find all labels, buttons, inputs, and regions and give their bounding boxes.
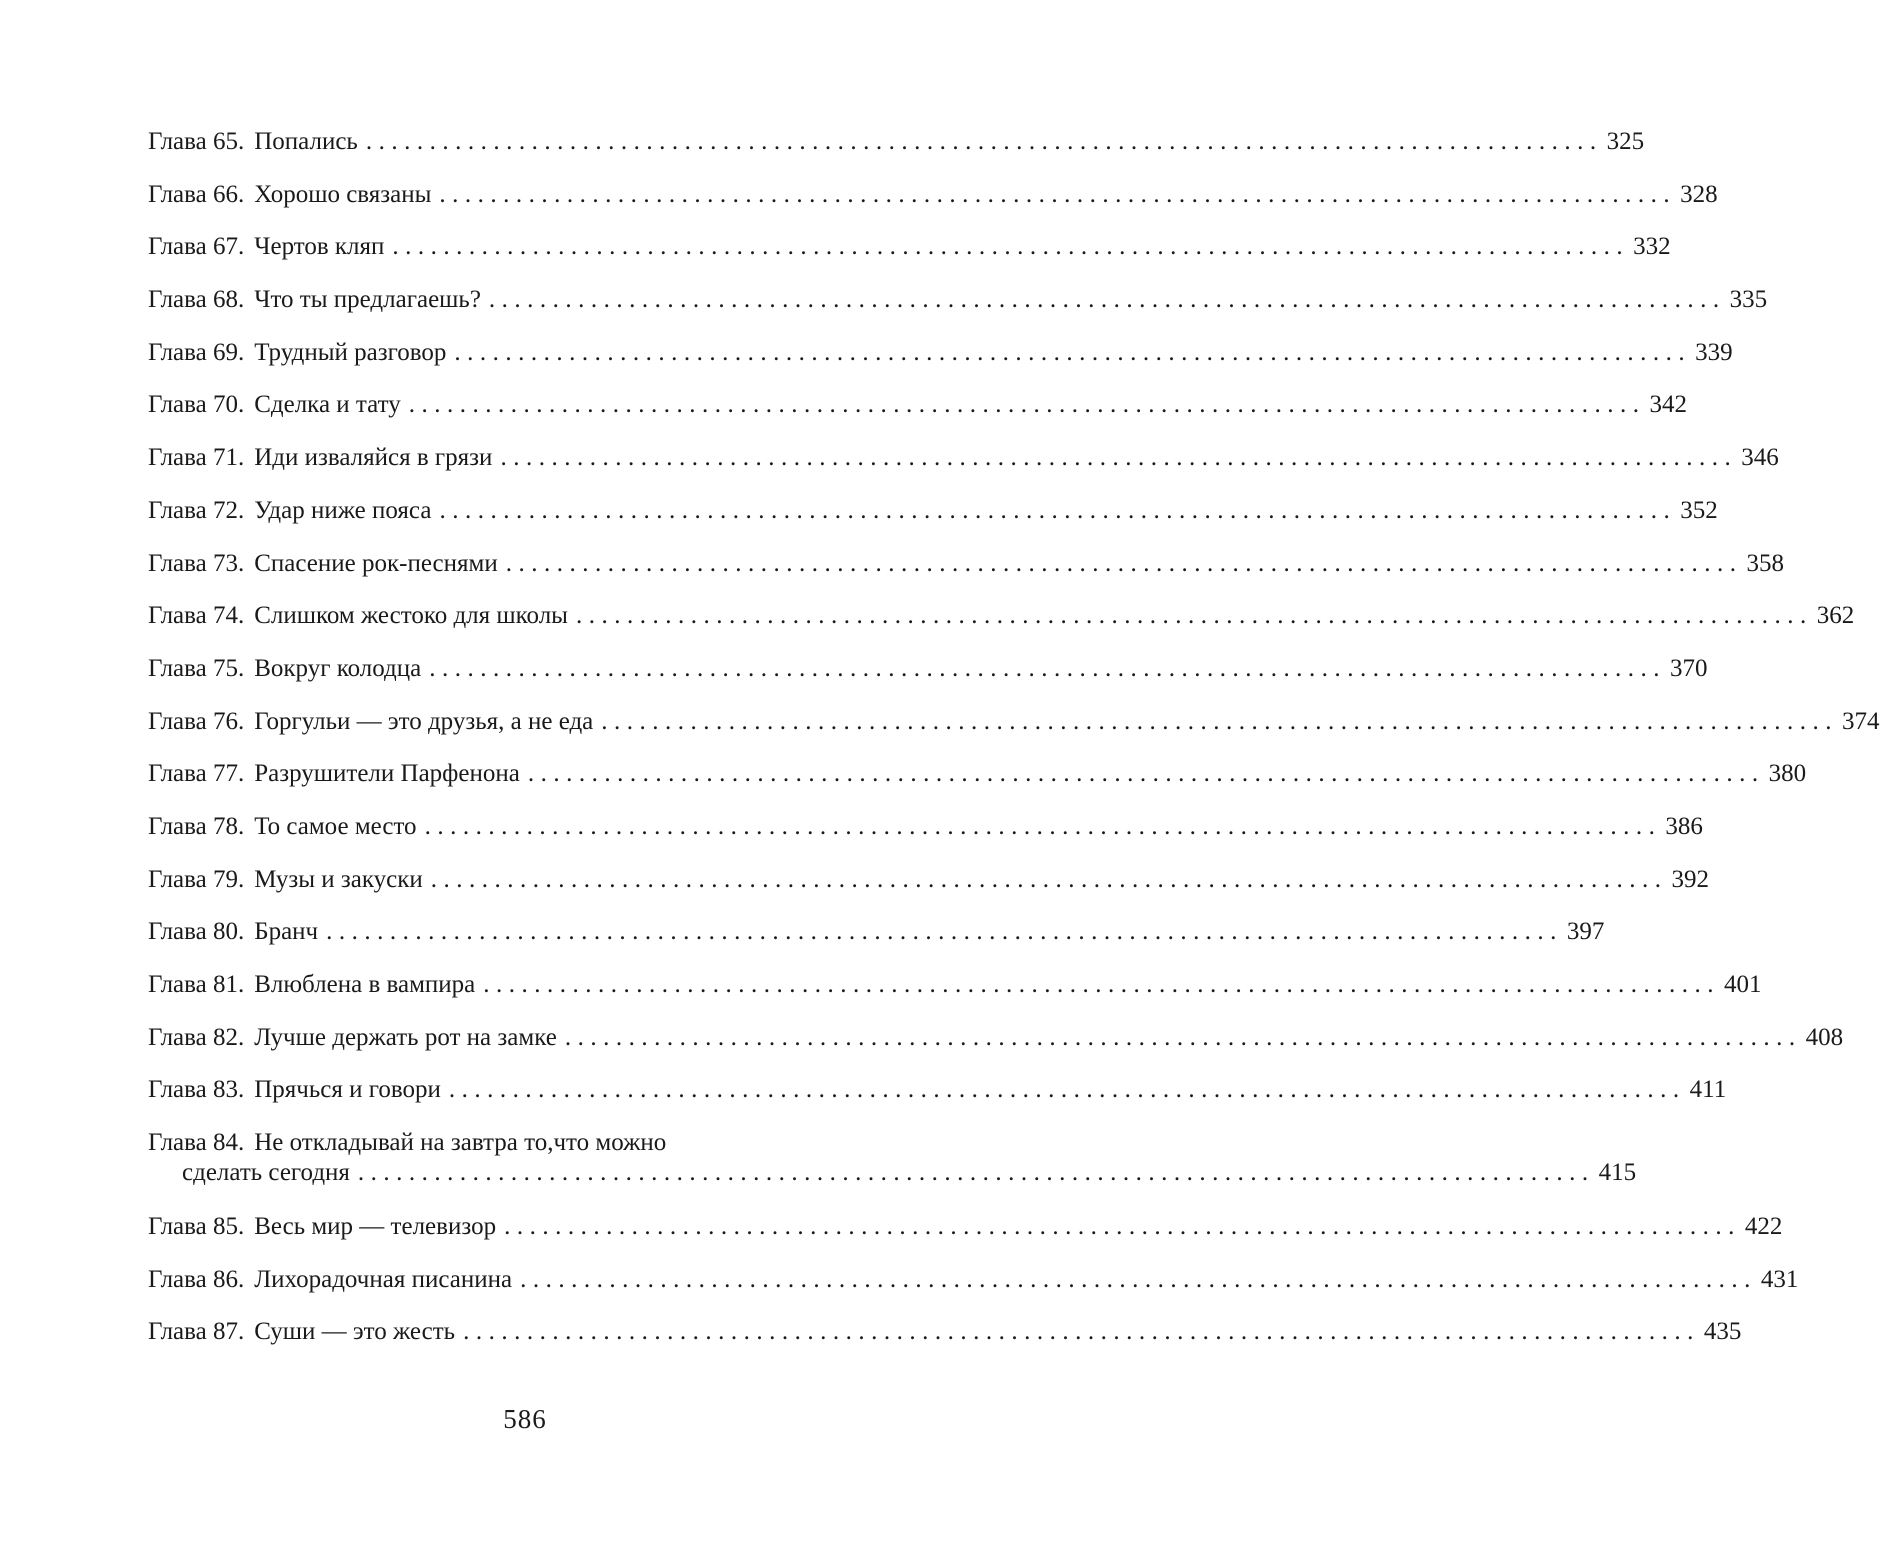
dot-leader: .................................................................................................: [439, 180, 1677, 208]
chapter-number: Глава 81.: [148, 971, 245, 998]
chapter-page: 435: [1703, 1318, 1742, 1346]
chapter-title: Бранч: [254, 918, 319, 946]
chapter-page: 386: [1665, 812, 1703, 840]
chapter-number: Глава 78.: [148, 812, 245, 840]
chapter-number: Глава 82.: [148, 1023, 245, 1051]
chapter-page: 370: [1669, 654, 1708, 682]
toc-entry: [148, 970, 1762, 1023]
dot-leader: .................................................................................................: [392, 233, 1630, 261]
toc-entry: [148, 1023, 1844, 1076]
chapter-page: 411: [1689, 1076, 1727, 1104]
toc-entry: [148, 285, 1768, 338]
chapter-title: Лучше держать рот на замке: [254, 1023, 557, 1051]
chapter-title: Попались: [254, 128, 358, 155]
chapter-page: 332: [1633, 233, 1671, 261]
chapter-number: Глава 73.: [148, 549, 245, 577]
toc-entry: [148, 549, 1784, 602]
dot-leader: .................................................................................................: [439, 496, 1677, 524]
chapter-number: Глава 72.: [148, 496, 245, 524]
toc-entry: [148, 338, 1733, 391]
chapter-page: 362: [1816, 602, 1855, 630]
chapter-title: Сделка и тату: [254, 391, 401, 419]
page-number: 586: [503, 1404, 547, 1434]
chapter-number: Глава 71.: [148, 444, 245, 472]
toc-entry: [148, 1128, 1637, 1212]
chapter-title: Горгульи — это друзья, а не еда: [254, 707, 594, 735]
dot-leader: .................................................................................................: [365, 128, 1603, 155]
toc-entry: [148, 917, 1605, 970]
chapter-title: Чертов кляп: [254, 233, 385, 261]
chapter-title: Иди изваляйся в грязи: [254, 444, 493, 472]
chapter-page: 339: [1695, 338, 1733, 366]
dot-leader: .................................................................................................: [500, 444, 1738, 472]
toc-entry: [148, 443, 1779, 496]
toc-entry: [148, 707, 1880, 760]
dot-leader: .................................................................................................: [424, 812, 1662, 840]
chapter-number: Глава 77.: [148, 760, 245, 788]
dot-leader: .................................................................................................: [505, 549, 1743, 577]
chapter-page: 397: [1566, 918, 1605, 946]
chapter-page: 374: [1842, 707, 1880, 735]
chapter-number: Глава 76.: [148, 707, 245, 735]
chapter-title: Весь мир — телевизор: [254, 1213, 497, 1241]
dot-leader: .................................................................................................: [504, 1213, 1741, 1241]
chapter-number: Глава 75.: [148, 654, 245, 682]
toc-entry: [148, 601, 1855, 654]
chapter-page: 352: [1680, 496, 1718, 524]
dot-leader: .................................................................................................: [488, 286, 1726, 314]
chapter-number: Глава 84.: [148, 1129, 245, 1157]
chapter-page: 342: [1649, 391, 1687, 419]
dot-leader: .................................................................................................: [357, 1159, 1595, 1187]
chapter-number: Глава 70.: [148, 391, 245, 419]
chapter-number: Глава 80.: [148, 918, 245, 946]
chapter-page: 325: [1606, 128, 1645, 155]
chapter-page: 346: [1741, 444, 1779, 472]
chapter-page: 408: [1805, 1023, 1844, 1051]
chapter-title: Музы и закуски: [254, 865, 423, 893]
dot-leader: .................................................................................................: [463, 1318, 1700, 1346]
chapter-number: Глава 87.: [148, 1318, 245, 1346]
chapter-title-continuation: сделать сегодня: [182, 1159, 350, 1187]
chapter-number: Глава 67.: [148, 233, 245, 261]
dot-leader: .................................................................................................: [527, 760, 1765, 788]
chapter-title: Слишком жестоко для школы: [254, 602, 568, 630]
chapter-page: 328: [1680, 180, 1718, 208]
chapter-title: Не откладывай на завтра то,что можно: [254, 1129, 667, 1157]
chapter-number: Глава 83.: [148, 1076, 245, 1104]
toc-entry: [148, 1317, 1742, 1370]
chapter-title: Что ты предлагаешь?: [254, 286, 481, 314]
toc-entry: [148, 812, 1703, 865]
dot-leader: .................................................................................................: [601, 707, 1839, 735]
chapter-title: Прячься и говори: [254, 1076, 441, 1104]
toc-entry: [148, 127, 1645, 180]
table-of-contents: [148, 127, 1880, 1370]
chapter-number: Глава 65.: [148, 128, 245, 155]
dot-leader: .................................................................................................: [564, 1023, 1802, 1051]
chapter-page: 431: [1760, 1265, 1799, 1293]
toc-entry: [148, 1075, 1727, 1128]
toc-entry: [148, 1212, 1783, 1265]
chapter-number: Глава 85.: [148, 1213, 245, 1241]
chapter-title: Вокруг колодца: [254, 654, 422, 682]
toc-entry: [148, 865, 1710, 918]
chapter-title: Лихорадочная писанина: [254, 1265, 513, 1293]
dot-leader: .................................................................................................: [326, 918, 1563, 946]
toc-entry: [148, 390, 1687, 443]
chapter-title: Разрушители Парфенона: [254, 760, 520, 788]
chapter-page: 392: [1671, 865, 1710, 893]
dot-leader: .................................................................................................: [483, 971, 1720, 998]
chapter-page: 401: [1724, 971, 1762, 998]
chapter-title: Удар ниже пояса: [254, 496, 432, 524]
toc-entry: [148, 180, 1718, 233]
chapter-number: Глава 69.: [148, 338, 245, 366]
chapter-page: 422: [1744, 1213, 1783, 1241]
dot-leader: .................................................................................................: [430, 865, 1668, 893]
dot-leader: .................................................................................................: [448, 1076, 1686, 1104]
chapter-number: Глава 68.: [148, 286, 245, 314]
toc-entry: [148, 1265, 1799, 1318]
chapter-title: Трудный разговор: [254, 338, 447, 366]
chapter-number: Глава 86.: [148, 1265, 245, 1293]
toc-entry: [148, 654, 1708, 707]
chapter-title: Суши — это жесть: [254, 1318, 456, 1346]
toc-entry: [148, 759, 1807, 812]
dot-leader: .................................................................................................: [429, 654, 1666, 682]
chapter-title: Влюблена в вампира: [254, 971, 476, 998]
chapter-number: Глава 66.: [148, 180, 245, 208]
chapter-title: Хорошо связаны: [254, 180, 432, 208]
dot-leader: .................................................................................................: [575, 602, 1813, 630]
toc-entry: [148, 232, 1671, 285]
chapter-title: Спасение рок-песнями: [254, 549, 498, 577]
chapter-number: Глава 74.: [148, 602, 245, 630]
toc-entry: [148, 496, 1718, 549]
dot-leader: .................................................................................................: [408, 391, 1646, 419]
chapter-page: 335: [1729, 286, 1768, 314]
dot-leader: .................................................................................................: [454, 338, 1692, 366]
chapter-page: 380: [1768, 760, 1807, 788]
chapter-number: Глава 79.: [148, 865, 245, 893]
chapter-title: То самое место: [254, 812, 417, 840]
dot-leader: .................................................................................................: [520, 1265, 1757, 1293]
chapter-page: 358: [1746, 549, 1784, 577]
chapter-page: 415: [1598, 1159, 1637, 1187]
